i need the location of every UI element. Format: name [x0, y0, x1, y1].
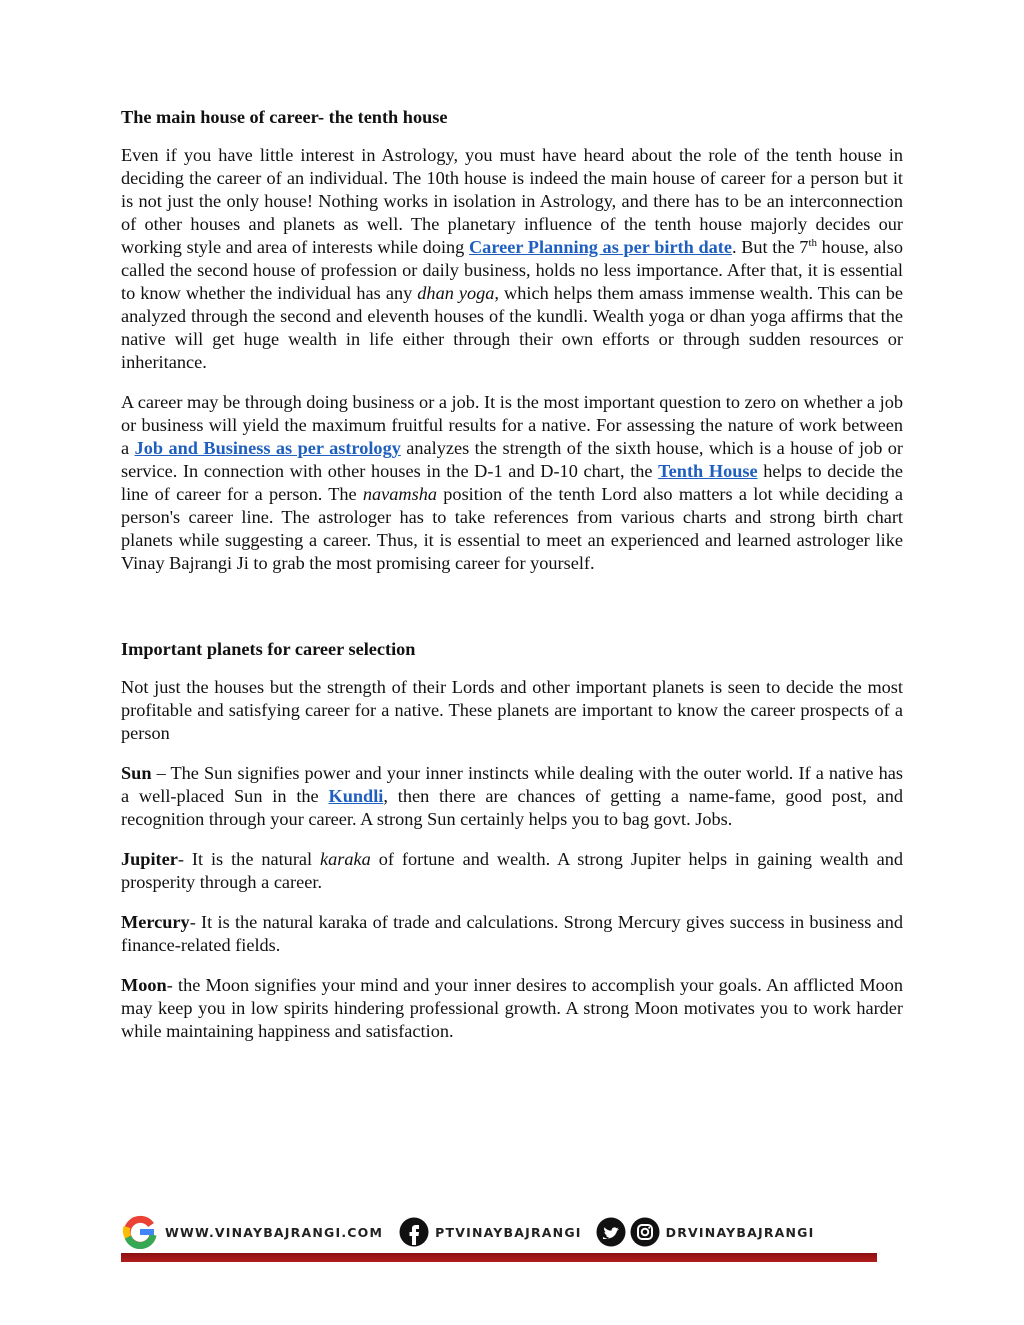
paragraph-planets-intro: Not just the houses but the strength of their Lords and other important planets is seen to decide the most profitable and satisfying career for a native. These planets are important to know the career prospects of a person [121, 677, 903, 743]
website-text[interactable]: WWW.VINAYBAJRANGI.COM [165, 1224, 384, 1240]
career-planning-link[interactable]: Career Planning as per birth date [468, 237, 732, 257]
moon-label: Moon [121, 975, 167, 995]
paragraph-moon: Moon- the Moon signifies your mind and your inner desires to accomplish your goals. An afflicted Moon may keep you in low spirits hindering professional growth. A strong Moon motivates you to work harder while maintaining happiness and satisfaction. [121, 975, 903, 1041]
paragraph-mercury: Mercury- It is the natural karaka of trade and calculations. Strong Mercury gives success in business and finance-related fields. [121, 912, 903, 955]
facebook-handle[interactable]: PTVINAYBAJRANGI [435, 1224, 582, 1240]
dhan-yoga-term: dhan yoga, [417, 283, 499, 303]
kundli-link[interactable]: Kundli [328, 786, 384, 806]
footer-bar [121, 1253, 877, 1262]
section-heading-planets: Important planets for career selection [121, 639, 416, 659]
footer-contacts [121, 1214, 877, 1250]
twitter-instagram-handle[interactable]: DRVINAYBAJRANGI [665, 1224, 815, 1240]
twitter-icon[interactable] [596, 1217, 626, 1247]
jupiter-label: Jupiter [121, 849, 178, 869]
sun-label: Sun [121, 763, 152, 783]
paragraph-job-business: A career may be through doing business or a job. It is the most important question to zero on whether a job or business will yield the maximum fruitful results for a native. For assessing the nature of work between a Job and Business as per astrology analyzes the strength of the sixth house, which is a house of job or service. In connection with other houses in the D-1 and D-10 chart, the Tenth House helps to decide the line of career for a person. The navamsha position of the tenth Lord also matters a lot while deciding a person's career line. The astrologer has to take references from various charts and strong birth chart planets while suggesting a career. Thus, it is essential to meet an experienced and learned astrologer like Vinay Bajrangi Ji to grab the most promising career for yourself. [121, 392, 903, 573]
superscript-th: th [808, 237, 817, 249]
navamsha-term: navamsha [362, 484, 438, 504]
tenth-house-link[interactable]: Tenth House [658, 461, 758, 481]
google-icon[interactable] [121, 1215, 159, 1249]
section-spacer [121, 592, 903, 638]
footer-banner [121, 1214, 877, 1262]
section-heading-tenth-house: The main house of career- the tenth house [121, 107, 448, 127]
paragraph-sun: Sun – The Sun signifies power and your inner instincts while dealing with the outer world. If a native has a well-placed Sun in the Kundli, then there are chances of getting a name-fame, good post, and recognition through your career. A strong Sun certainly helps you to bag govt. Jobs. [121, 763, 903, 829]
instagram-icon[interactable] [630, 1217, 660, 1247]
facebook-icon[interactable] [399, 1217, 429, 1247]
paragraph-jupiter: Jupiter- It is the natural karaka of fortune and wealth. A strong Jupiter helps in gaining wealth and prosperity through a career. [121, 849, 904, 892]
job-business-link[interactable]: Job and Business as per astrology [134, 438, 401, 458]
paragraph-tenth-house: Even if you have little interest in Astrology, you must have heard about the role of the tenth house in deciding the career of an individual. The 10th house is indeed the main house of career for a person but it is not just the only house! Nothing works in isolation in Astrology, and there has to be an interconnection of other houses and planets as well. The planetary influence of the tenth house majorly decides our working style and area of interests while doing Career Planning as per birth date. But the 7th house, also called the second house of profession or daily business, holds no less importance. After that, it is essential to know whether the individual has any dhan yoga, which helps them amass immense wealth. This can be analyzed through the second and eleventh houses of the kundli. Wealth yoga or dhan yoga affirms that the native will get huge wealth in life either through their own efforts or through sudden resources or inheritance. [121, 145, 903, 372]
document-page [121, 106, 903, 1060]
karaka-term: karaka [320, 849, 371, 869]
mercury-label: Mercury [121, 912, 190, 932]
